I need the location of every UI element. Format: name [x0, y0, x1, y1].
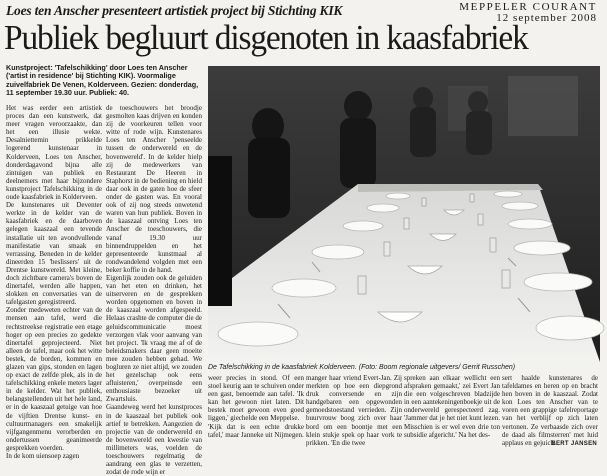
photo-illustration — [208, 66, 600, 362]
caption-title: De Tafelschikking in de kaasfabriek Kolderveen. — [208, 364, 357, 371]
byline-credit: BERT JANSEN — [551, 441, 597, 447]
photo-caption — [208, 364, 600, 372]
headline: Publiek begluurt disgenoten in kaasfabriek — [4, 18, 528, 57]
article-column-3: weer precies in stond. Of een stoel keurig aan te schuiven onder een gast, benoemde aan tafel. 'Ik kan het gewoon niet laten. Dit bestek moet gewoon even goed liggen,' giechelde een Meppelse. 'Kijk dat is een echte drukke tafel,' maar Janneke uit Nijmegen. — [208, 374, 304, 439]
kicker-line: Loes ten Anscher presenteert artistiek project bij Stichting KIK — [6, 3, 343, 18]
intro-block: Kunstproject: 'Tafelschikking' door Loes ten Anscher ('artist in residence' bij Stichting KIK). Voormalige zuivelfabriek De Venen, Kolderveen. Gezien: donderdag, 11 september 19.30 uur. Publiek: 40. — [6, 63, 199, 98]
article-column-1: Het was eerder een artistiek proces dan een kunstwerk, dat meer vragen veroorzaakte, dan het een illusie wekte. Desalniettemin prikkelde logerend kunstenaar in Kolderveen, Loes ten Anscher, donderdagavond bijna alle zintuigen van publiek en deelnemers met haar bijzondere kunstproject Tafelschikking in de oude kaasfabriek in Kolderveen. De kunstenares uit Deventer werkte in de kelder van de kaasfabriek en de daarboven gelegen kaaszaal een tevende installatie uit ten avondvullende manifestatie van smaak en verrassing. Beneden in de kelder dineerden 15 'beslissers' uit de Drentse kunstwereld. Met kleine, doch zichtbare camera's boven de dinertafel, werden alle happen, slokken en conversaties van de tafelgasten geregistreerd. Zonder medeweten echter van de mensen aan tafel, werd die rechtstreekse registratie een etage hoger op een precies zo gedekte dinertafel geprojecteerd. Niet alleen de tafel, maar ook het witte bestek, de borden, kommen en glazen van gips, stonden en lagen op exact de zelfde plek, als in de tafelschikking enkele meters lager in de kelder. Wat het publiek, belangstellenden uit het hele land, er in de kaaszaal getuige van hoe de vijftien Drentse kunst- en cultuurmanagers een smakelijk vijfgangenmenu verorberden en ondertussen geanimeerde gesprekken voerden. In de kom uiensoep zagen — [6, 104, 102, 461]
article-column-2: de toeschouwers het broodje gesmolten kaas drijven en konden zij de voorkeuren tellen voor witte of rode wijn. Kunstenares Loes ten Anscher 'penseelde tussen de onderwereld en de bovenwereld'. In de kelder hielp zij de medewerkers van Restaurant De Heeren in Staphorst in de bediening en hield daar ook in de gaten hoe de sfeer onder de gasten was. En vooral ook of zij nog steeds onwetend waren van hun publiek. Boven in de kaaszaal ontving Loes ten Anscher de toeschouwers, die vanaf 19.30 uur binnendruppelden en het gepresenteerde kunstmaal al rondwandelend volgden met een beker koffie in de hand. Eigenlijk zouden ook de geluiden van het eten en drinken, het uitserveren en de gesprekken worden opgenomen en boven in de kaaszaal worden afgespeeld. Helaas crashte de computer die de geluidscommunicatie moest verzorgen vlak voor aanvang van het project. 'Ik vraag me af of de beleidsmakers daar geen moeite mee zouden hebben gehad. We bogluren ze niet altijd, we zouden het gezelschap ook eens afluisteren,' overpeinsde een enthousiaste bezoeker uit Zwartsluis. Gaandeweg werd het kunstproces in de kaaszaal het publiek ook artief te betrekken. Aangezien de projectie van de onderwereld en de bovenwereld een kwestie van millimeters was, voelden de toeschouwers regelmatig de aandrang een glas te verzetten, zodat de rode wijn er — [106, 104, 202, 476]
publication-date: 12 september 2008 — [496, 12, 597, 24]
caption-credit: (Foto: Boom regionale uitgevers/ Gerrit Russchen) — [358, 364, 516, 371]
photo-dinner-table — [208, 66, 600, 362]
article-column-4: manger haar vriend Evert-Jan. Zij merkten op hoe een diepgrond druk conversende en zijn handgebaren een opgewonden gemoedstoestand verrieden. Zijn buurvrouw boog zich over haar bord om een boontje met een klein stukje spek op haar vork te prikken. 'En die twee — [306, 374, 402, 447]
article-column-6: sert haalde kunstenares de tafeldames en heren op en bracht hen boven in de kaaszaal. Zodat kon Loes ten Anscher van te voren een grappige tafelreportage van het verblijf op zich laten vertonen. Ze verbaasde zich over de daad als filmsterren' met luid applaus en gejuich. — [502, 374, 598, 447]
publication-name: MEPPELER COURANT — [459, 1, 597, 13]
article-column-5: spreken aan elkaar wellicht een afspraken gemaakt,' zei Evert Jan die een volgeschreven bladzijde in een aantekeningenboekje uit de onderwereld gerespecteerd zag. 'Jammer dat je het niet kunt lezen. Misschien is er wel even drie ton subsidie afgericht.' Na het des- — [404, 374, 500, 439]
